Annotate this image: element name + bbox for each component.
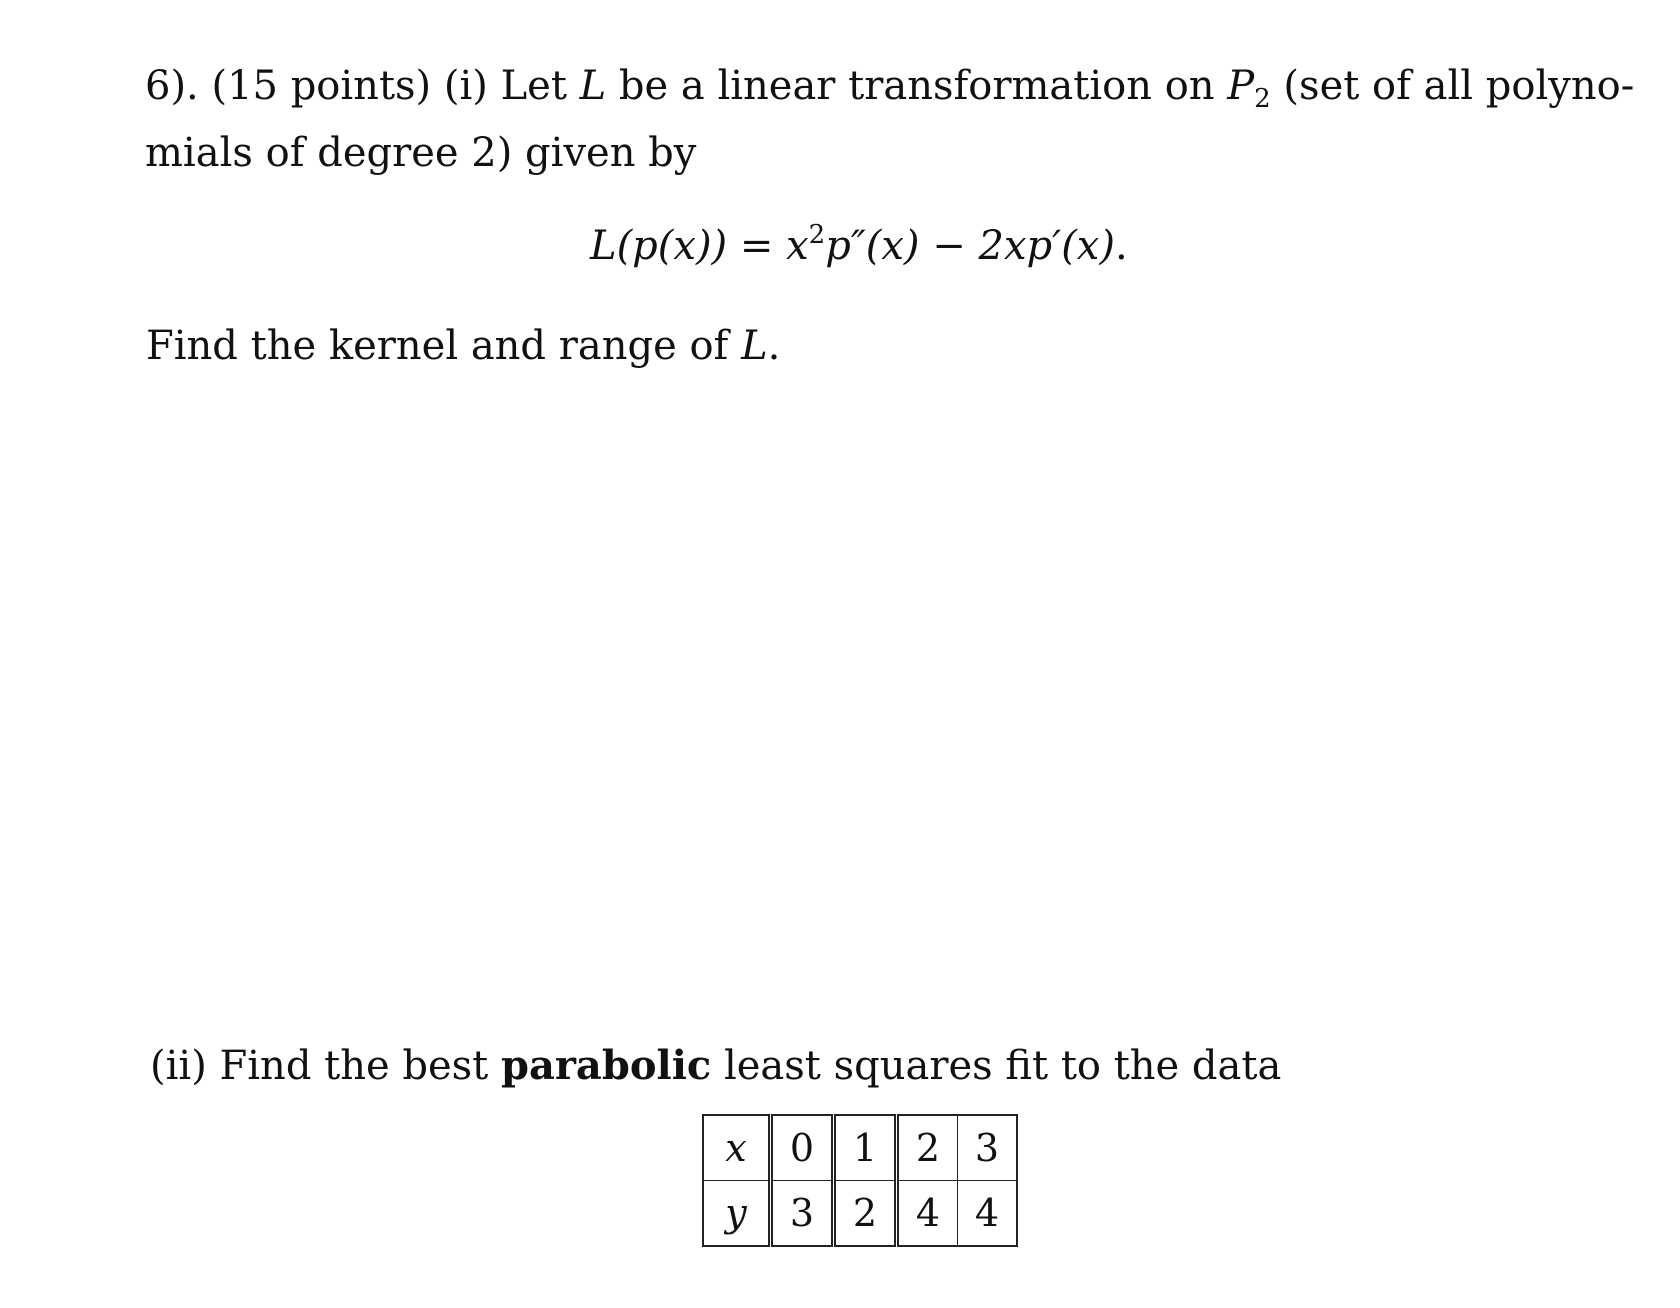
table-row-y (703, 1181, 1017, 1247)
formula-term-2: 2xp′(x) (978, 223, 1115, 269)
transformation-formula (590, 222, 1128, 270)
part-ii-prefix: (ii) Find the best (150, 1043, 501, 1089)
table-cell: 2 (834, 1181, 897, 1247)
data-table (702, 1114, 1018, 1247)
space-subscript: 2 (1254, 84, 1271, 114)
transformation-symbol: L (579, 63, 607, 109)
problem-intro-text: 6). (15 points) (i) Let (145, 63, 580, 109)
formula-x: x (786, 223, 809, 269)
problem-statement-line-1 (145, 62, 1635, 114)
find-period: . (767, 323, 781, 369)
formula-exponent: 2 (808, 220, 826, 250)
table-cell: 4 (897, 1181, 958, 1247)
table-header-x: x (703, 1115, 771, 1181)
formula-term-1: p″(x) (825, 223, 920, 269)
part-ii-bold-word: parabolic (500, 1042, 712, 1089)
formula-equals: = (727, 223, 787, 269)
find-kernel-instruction (146, 322, 780, 370)
formula-minus: − (919, 223, 979, 269)
problem-statement-line-2: mials of degree 2) given by (145, 130, 697, 176)
table-cell: 4 (958, 1181, 1018, 1247)
part-ii-suffix: least squares fit to the data (711, 1043, 1282, 1089)
problem-suffix-text: (set of all polyno- (1270, 63, 1635, 109)
find-symbol: L (741, 323, 768, 369)
formula-lhs: L(p(x)) (590, 223, 728, 269)
table-cell: 1 (834, 1115, 897, 1181)
part-ii-instruction (150, 1042, 1281, 1090)
table-row-x (703, 1115, 1017, 1181)
table-cell: 0 (771, 1115, 834, 1181)
space-symbol: P (1227, 63, 1255, 109)
formula-period: . (1114, 223, 1128, 269)
table-cell: 3 (958, 1115, 1018, 1181)
table-header-y: y (703, 1181, 771, 1247)
table-cell: 2 (897, 1115, 958, 1181)
problem-mid-text: be a linear transformation on (606, 63, 1228, 109)
table-cell: 3 (771, 1181, 834, 1247)
find-text: Find the kernel and range of (146, 323, 742, 369)
